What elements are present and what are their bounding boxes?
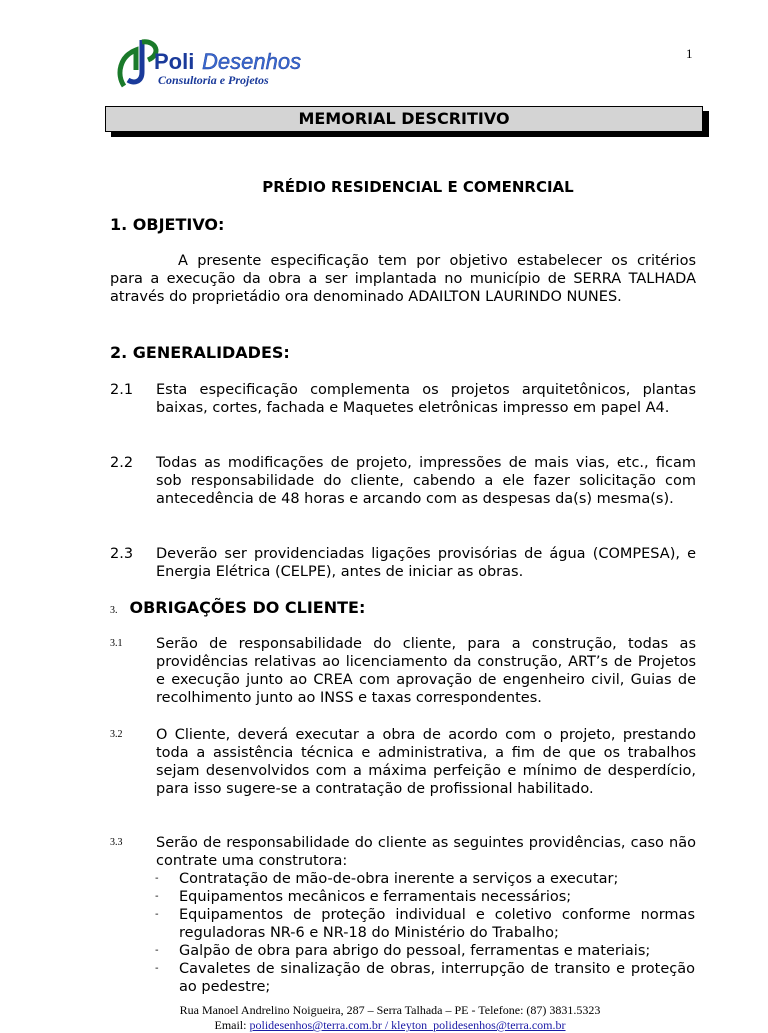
list-item-text: Equipamentos de proteção individual e coletivo conforme normas reguladoras NR-6 e NR-18 do Ministério do Trabalho; — [179, 907, 695, 941]
list-item — [155, 870, 695, 888]
polidesenhos-logo-graphic — [112, 34, 322, 94]
item-number: 3.2 — [110, 729, 123, 740]
footer-email-links[interactable]: polidesenhos@terra.com.br / kleyton_polidesenhos@terra.com.br — [249, 1018, 566, 1032]
section-1-text: A presente especificação tem por objetivo estabelecer os critérios para a execução da obra a ser implantada no município de SERRA TALHADA através do proprietádio ora denominado ADAILTON LAURINDO NUNES. — [110, 253, 696, 305]
list-item — [155, 942, 695, 960]
logo-word-desenhos: Desenhos — [202, 49, 302, 74]
bullet-marker: - — [155, 891, 159, 902]
item-text: O Cliente, deverá executar a obra de acordo com o projeto, prestando toda a assistência técnica e administrativa, a fim de que os trabalhos sejam desenvolvidos com a máxima perfeição e mínimo de desperdício, para isso sugere-se a contratação de profissional habilitado. — [156, 727, 696, 797]
list-item — [155, 888, 695, 906]
item-text: Todas as modificações de projeto, impressões de mais vias, etc., ficam sob responsabilidade do cliente, cabendo a ele fazer solicitação com antecedência de 48 horas e arcando com as despesas da(s) mesma(s). — [156, 455, 696, 507]
footer-address: Rua Manoel Andrelino Noigueira, 287 – Serra Talhada – PE - Telefone: (87) 3831.5323 — [179, 1003, 601, 1017]
company-logo — [112, 34, 322, 94]
section-1-heading: 1. OBJETIVO: — [110, 215, 225, 234]
document-title: MEMORIAL DESCRITIVO — [105, 106, 703, 132]
section-3-number: 3. — [110, 605, 118, 616]
page-number: 1 — [686, 46, 693, 61]
section-3-title: OBRIGAÇÕES DO CLIENTE: — [129, 598, 366, 617]
list-item-text: Equipamentos mecânicos e ferramentais necessários; — [179, 889, 572, 905]
list-item-text: Cavaletes de sinalização de obras, interrupção de transito e proteção ao pedestre; — [179, 961, 695, 995]
section-2-heading: 2. GENERALIDADES: — [110, 343, 290, 362]
client-obligations-list — [155, 870, 695, 996]
item-number: 2.3 — [110, 546, 134, 562]
list-item — [155, 960, 695, 996]
bullet-marker: - — [155, 873, 159, 884]
item-text: Deverão ser providenciadas ligações provisórias de água (COMPESA), e Energia Elétrica (CELPE), antes de iniciar as obras. — [156, 546, 696, 580]
item-number: 3.3 — [110, 837, 123, 848]
item-text: Serão de responsabilidade do cliente as seguintes providências, caso não contrate uma construtora: — [156, 835, 696, 869]
item-text: Esta especificação complementa os projetos arquitetônicos, plantas baixas, cortes, fachada e Maquetes eletrônicas impresso em papel A4. — [156, 382, 696, 416]
bullet-marker: - — [155, 963, 159, 974]
item-number: 2.1 — [110, 382, 134, 398]
logo-word-poli: Poli — [154, 49, 195, 74]
logo-tagline: Consultoria e Projetos — [158, 73, 269, 87]
footer-email-label: Email: — [214, 1018, 247, 1032]
bullet-marker: - — [155, 945, 159, 956]
bullet-marker: - — [155, 909, 159, 920]
list-item-text: Galpão de obra para abrigo do pessoal, ferramentas e materiais; — [179, 943, 651, 959]
item-number: 3.1 — [110, 638, 123, 649]
document-subtitle: PRÉDIO RESIDENCIAL E COMENRCIAL — [262, 178, 574, 196]
item-text: Serão de responsabilidade do cliente, para a construção, todas as providências relativas ao licenciamento da construção, ART’s de Projetos e execução junto ao CREA com aprovação de engenheiro civil, Guias de recolhimento junto ao INSS e taxas correspondentes. — [156, 636, 696, 706]
section-3-heading — [110, 598, 365, 617]
item-number: 2.2 — [110, 455, 134, 471]
list-item — [155, 906, 695, 942]
footer-email-line — [0, 1018, 768, 1033]
list-item-text: Contratação de mão-de-obra inerente a serviços a executar; — [179, 871, 619, 887]
